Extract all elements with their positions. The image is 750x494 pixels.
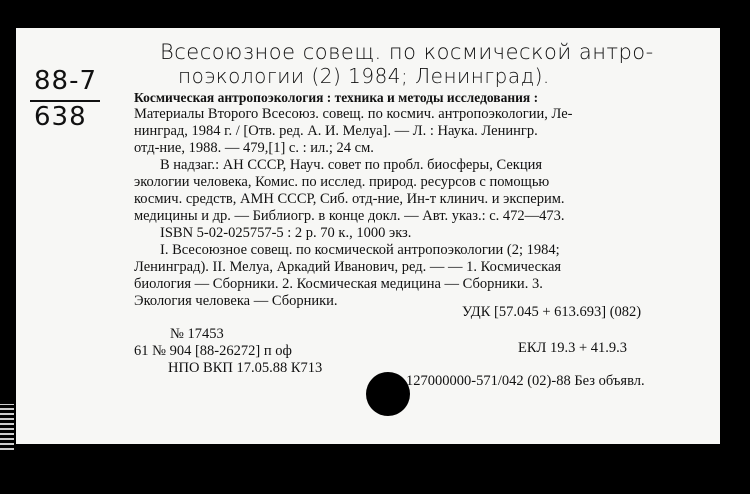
isbn-line: ISBN 5-02-025757-5 : 2 р. 70 к., 1000 экз. xyxy=(160,225,412,241)
card-number: № 17453 xyxy=(170,326,224,342)
ekl-code: ЕКЛ 19.3 + 41.9.3 xyxy=(518,340,628,356)
npo-line: НПО ВКП 17.05.88 К713 xyxy=(168,360,323,376)
handwritten-heading-line1: Всесоюзное совещ. по космической антро- xyxy=(160,40,654,64)
nadzag-line-3: космич. средств, АМН СССР, Сиб. отд-ние, Ин-т клинич. и эксперим. xyxy=(134,191,565,207)
tracing-line-4: Экология человека — Сборники. xyxy=(134,293,338,309)
book-code-line: 127000000-571/042 (02)-88 Без объявл. xyxy=(406,373,645,389)
shelf-mark-top: 88-7 xyxy=(34,66,98,96)
entry-line-3: отд-ние, 1988. — 479,[1] с. : ил.; 24 см. xyxy=(134,140,374,156)
nadzag-line-2: экологии человека, Комис. по исслед. природ. ресурсов с помощью xyxy=(134,174,550,190)
order-line: 61 № 904 [88-26272] п оф xyxy=(134,343,292,359)
tracing-line-1: I. Всесоюзное совещ. по космической антропоэкологии (2; 1984; xyxy=(160,242,560,258)
film-edge-marks xyxy=(0,404,14,450)
udk-code: УДК [57.045 + 613.693] (082) xyxy=(462,304,642,320)
entry-title: Космическая антропоэкология : техника и методы исследования : xyxy=(134,90,539,105)
punch-hole xyxy=(366,372,410,416)
entry-line-1: Материалы Второго Всесоюз. совещ. по космич. антропоэкологии, Ле- xyxy=(134,106,573,122)
nadzag-line-1: В надзаг.: АН СССР, Науч. совет по пробл. биосферы, Секция xyxy=(160,157,543,173)
handwritten-heading-line2: поэкологии (2) 1984; Ленинград). xyxy=(178,64,550,88)
nadzag-line-4: медицины и др. — Библиогр. в конце докл. — Авт. указ.: с. 472—473. xyxy=(134,208,565,224)
tracing-line-2: Ленинград). II. Мелуа, Аркадий Иванович, ред. — — 1. Космическая xyxy=(134,259,562,275)
shelf-mark-bottom: 638 xyxy=(34,102,87,132)
tracing-line-3: биология — Сборники. 2. Космическая медицина — Сборники. 3. xyxy=(134,276,543,292)
entry-line-2: нинград, 1984 г. / [Отв. ред. А. И. Мелуа]. — Л. : Наука. Ленингр. xyxy=(134,123,538,139)
